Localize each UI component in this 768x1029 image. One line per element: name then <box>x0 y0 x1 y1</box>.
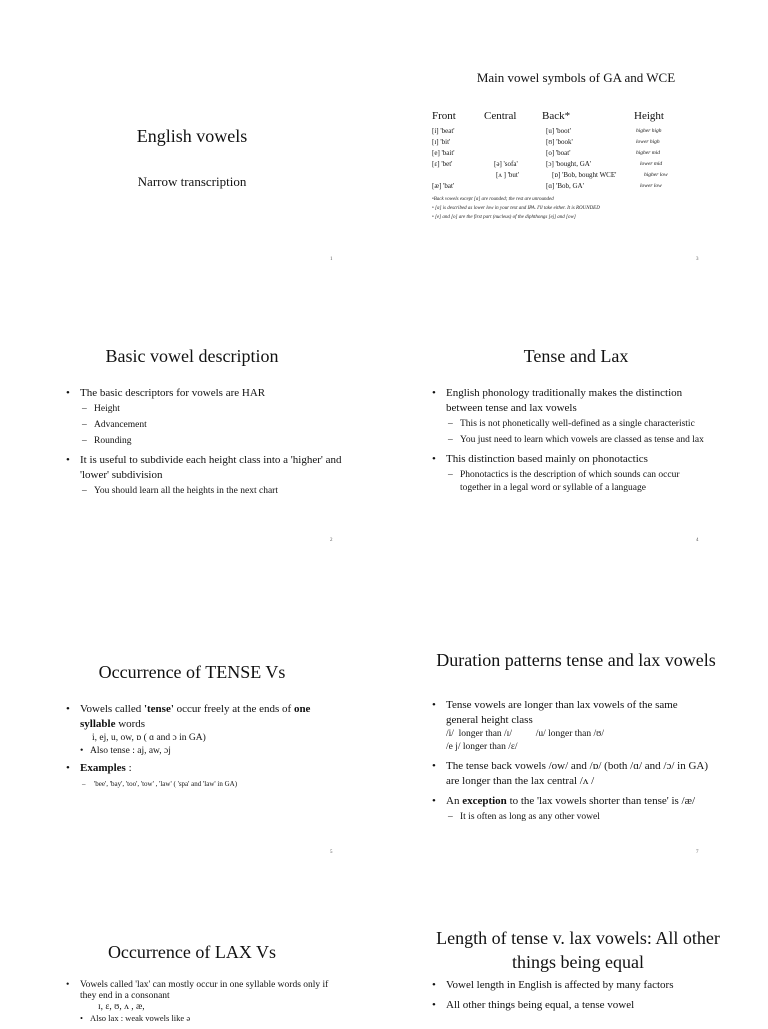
comparison-line: /e j/ longer than /ɛ/ <box>446 742 518 752</box>
bullet-text-pre: An <box>446 795 463 807</box>
bullet-text-post: to the 'lax vowels shorter than tense' is /æ/ <box>506 795 695 807</box>
header-front: Front <box>432 110 456 122</box>
sub-item: – You just need to learn which vowels are classed as tense and lax <box>446 434 712 447</box>
bullet-text: This distinction based mainly on phonotactics <box>446 453 648 465</box>
height-cell: lower low <box>640 183 662 189</box>
bullet-item <box>432 978 722 993</box>
back-cell: [ɒ] 'Bob, bought WCE' <box>552 171 617 179</box>
bullet-list <box>432 386 712 500</box>
slide-english-vowels <box>0 0 384 262</box>
tense-symbols: i, ej, u, ow, ɒ ( ɑ and ɔ in GA) <box>92 733 206 743</box>
bullet-text: Vowel length in English is affected by many factors <box>446 979 674 991</box>
vowel-row <box>432 159 722 170</box>
slide-title: Main vowel symbols of GA and WCE <box>476 70 676 85</box>
height-cell: lower mid <box>640 161 663 167</box>
slide-occurrence-tense <box>0 512 384 855</box>
vowel-row <box>432 170 722 181</box>
back-cell: [ɔ] 'bought, GA' <box>546 160 592 168</box>
vowel-chart-header <box>432 110 722 126</box>
bullet-item <box>66 702 336 758</box>
slide-title: Length of tense v. lax vowels: All other things being equal <box>436 928 720 972</box>
sub-item: – Advancement <box>80 419 346 432</box>
bullet-list <box>66 980 338 1029</box>
slide-tense-and-lax <box>384 256 768 543</box>
sub-list <box>80 403 346 448</box>
bullet-text: English phonology traditionally makes the distinction between tense and lax vowels <box>446 387 683 414</box>
page-number: 7 <box>696 850 699 855</box>
sub-item: • Also lax : weak vowels like ə <box>80 1013 338 1024</box>
bullet-text-bold: exception <box>462 795 507 807</box>
bullet-item <box>432 386 712 447</box>
bullet-text-bold: Examples <box>80 762 126 774</box>
slide-duration-patterns <box>384 512 768 855</box>
vowel-row <box>432 148 722 159</box>
bullet-text-post: : <box>125 762 132 774</box>
bullet-item <box>432 452 712 495</box>
front-cell: [i] 'beat' <box>432 127 455 135</box>
page-number: 2 <box>330 538 333 543</box>
vowel-row <box>432 137 722 148</box>
height-cell: higher mid <box>636 150 660 156</box>
central-cell: [ʌ ] 'but' <box>496 171 520 179</box>
sub-list <box>80 485 346 498</box>
sub-item: – Phonotactics is the description of which sounds can occur together in a legal word or syllable of a language <box>446 469 712 495</box>
sub-item: • Also tense : aj, aw, ɔj <box>80 745 336 758</box>
page-number: 1 <box>330 257 333 262</box>
vowel-row <box>432 126 722 137</box>
back-cell: [ɑ] 'Bob, GA' <box>546 182 584 190</box>
bullet-item <box>432 698 712 754</box>
bullet-text: The tense back vowels /ow/ and /ɒ/ (both /ɑ/ and /ɔ/ in GA) are longer than the lax central /ʌ / <box>446 760 709 787</box>
back-cell: [ʊ] 'book' <box>546 138 573 146</box>
lax-symbols: ɪ, ɛ, ʊ, ʌ , æ, <box>98 1002 145 1012</box>
bullet-list <box>432 978 722 1018</box>
sub-list <box>80 1013 338 1024</box>
chart-note: • [e] and [o] are the first part (nucleus) of the diphthongs [ej] and [ow] <box>432 215 576 220</box>
header-back: Back* <box>542 110 571 122</box>
slide-basic-vowel-description <box>0 256 384 543</box>
comparison-line: /i/ longer than /ɪ/ /u/ longer than /ʊ/ <box>446 729 604 739</box>
sub-item: – This is not phonetically well-defined as a single characteristic <box>446 418 712 431</box>
front-cell: [ɪ] 'bit' <box>432 138 451 146</box>
slide-length-tense-lax <box>384 768 768 1024</box>
vowel-chart <box>432 110 722 222</box>
front-cell: [ɛ] 'bet' <box>432 160 453 168</box>
bullet-text: Tense vowels are longer than lax vowels of the same general height class <box>446 699 678 726</box>
bullet-text: The basic descriptors for vowels are HAR <box>80 387 266 399</box>
height-cell: higher low <box>644 172 668 178</box>
bullet-item <box>66 980 338 1024</box>
slide-title: Occurrence of TENSE Vs <box>98 662 286 682</box>
slide-title: Basic vowel description <box>105 346 279 366</box>
slide-title: Occurrence of LAX Vs <box>107 942 277 962</box>
sub-list <box>446 469 712 495</box>
bullet-text-bold: one syllable <box>80 703 311 730</box>
page-number: 4 <box>696 538 699 543</box>
bullet-text: All other things being equal, a tense vowel <box>446 999 635 1011</box>
front-cell: [æ] 'bat' <box>432 182 455 190</box>
header-central: Central <box>484 110 517 122</box>
chart-note: • [ɑ] is described as lower low in your text and IPA. I'll take either. It is ROUNDED <box>432 206 600 211</box>
page-number: 3 <box>696 257 699 262</box>
sub-list <box>80 745 336 758</box>
height-cell: higher high <box>636 128 662 134</box>
slide-title: Duration patterns tense and lax vowels <box>436 650 716 670</box>
back-cell: [o] 'boat' <box>546 149 571 157</box>
bullet-item <box>66 386 346 448</box>
chart-note: •Back vowels except [ɑ] are rounded; the rest are unrounded <box>432 197 554 202</box>
slide-title: Tense and Lax <box>523 346 629 366</box>
bullet-text-post: words <box>115 718 146 730</box>
slide-subtitle: Narrow transcription <box>137 174 247 189</box>
front-cell: [e] 'bait' <box>432 149 455 157</box>
back-cell: [u] 'boot' <box>546 127 571 135</box>
sub-list <box>446 418 712 447</box>
sub-item: – It is often as long as any other vowel <box>446 811 712 824</box>
sub-item: – You should learn all the heights in the next chart <box>80 485 346 498</box>
sub-item: – Rounding <box>80 435 346 448</box>
height-cell: lower high <box>636 139 660 145</box>
bullet-text-pre: Vowels called <box>80 703 144 715</box>
central-cell: [ə] 'sofa' <box>494 160 518 168</box>
header-height: Height <box>634 110 664 122</box>
bullet-text: Vowels called 'lax' can mostly occur in one syllable words only if they end in a consonant <box>80 980 329 1001</box>
bullet-text-mid: occur freely at the ends of <box>173 703 294 715</box>
bullet-item <box>432 998 722 1013</box>
sub-item: – Height <box>80 403 346 416</box>
bullet-text: It is useful to subdivide each height class into a 'higher' and 'lower' subdivision <box>80 454 342 481</box>
sub-item: – 'bee', 'bay', 'too', 'tow' , 'law' ( 'spa' and 'law' in GA) <box>80 778 336 791</box>
bullet-text-bold: 'tense' <box>143 703 174 715</box>
vowel-row <box>432 181 722 192</box>
bullet-item <box>66 453 346 498</box>
page-number: 5 <box>330 850 333 855</box>
slide-occurrence-lax <box>0 768 384 1024</box>
bullet-list <box>66 386 346 503</box>
slide-title: English vowels <box>136 126 248 146</box>
